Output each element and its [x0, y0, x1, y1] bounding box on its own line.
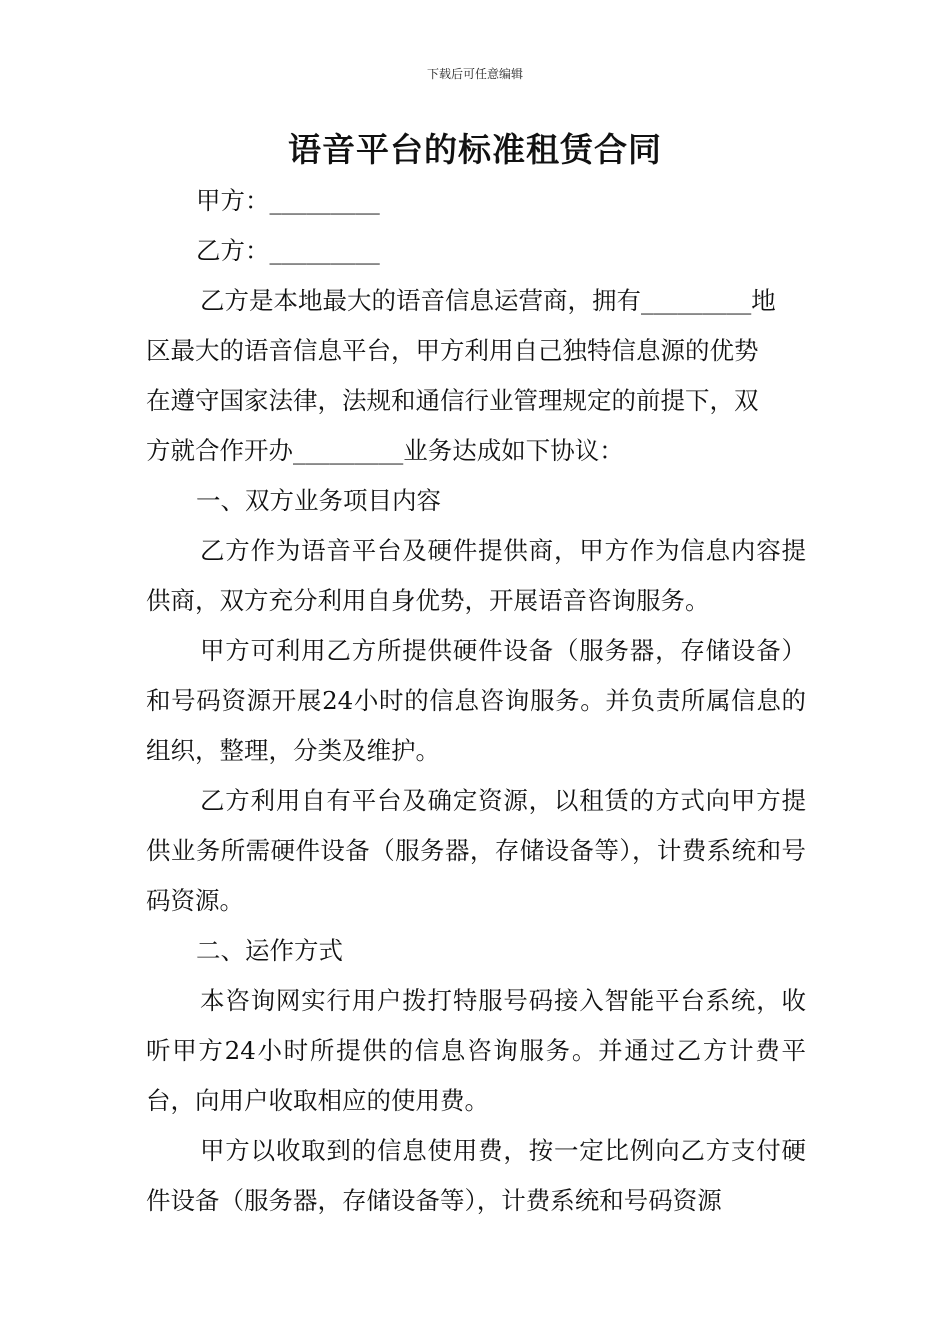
intro-line-4: 方就合作开办_________业务达成如下协议：: [146, 436, 624, 465]
party-a-line: 甲方：_________: [196, 186, 380, 215]
section-heading-1: 一、双方业务项目内容: [196, 486, 441, 515]
document-title: 语音平台的标准租赁合同: [288, 130, 662, 169]
section-1-paragraph-1: 乙方作为语音平台及硬件提供商，甲方作为信息内容提供商，双方充分利用自身优势，开展语音咨询服务。: [146, 536, 806, 615]
section-2-paragraph-2: 甲方以收取到的信息使用费，按一定比例向乙方支付硬件设备（服务器，存储设备等），计费系统和号码资源: [146, 1136, 806, 1215]
header-note: 下载后可任意编辑: [426, 67, 523, 81]
section-2-paragraph-1: 本咨询网实行用户拨打特服号码接入智能平台系统，收听甲方24小时所提供的信息咨询服务。并通过乙方计费平台，向用户收取相应的使用费。: [146, 986, 806, 1115]
section-heading-2: 二、运作方式: [196, 936, 343, 965]
document-body: [146, 176, 806, 1226]
intro-line-2: 区最大的语音信息平台，甲方利用自己独特信息源的优势: [146, 336, 759, 365]
intro-line-1: 乙方是本地最大的语音信息运营商，拥有_________地: [200, 286, 776, 315]
party-b-line: 乙方：_________: [196, 236, 380, 265]
intro-paragraph: [146, 276, 806, 476]
section-1-paragraph-3: 乙方利用自有平台及确定资源，以租赁的方式向甲方提供业务所需硬件设备（服务器，存储设备等），计费系统和号码资源。: [146, 786, 806, 915]
section-1-paragraph-2: 甲方可利用乙方所提供硬件设备（服务器，存储设备）和号码资源开展24小时的信息咨询服务。并负责所属信息的组织，整理，分类及维护。: [146, 636, 806, 765]
intro-line-3: 在遵守国家法律，法规和通信行业管理规定的前提下，双: [146, 386, 759, 415]
